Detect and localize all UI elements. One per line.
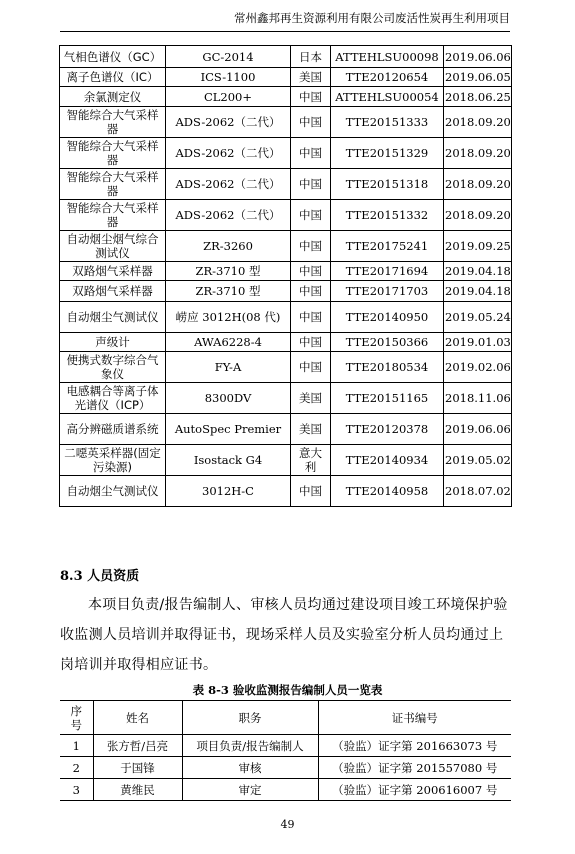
calibration-date: 2019.09.25	[444, 231, 512, 262]
table-row	[60, 87, 512, 107]
header-position: 职务	[182, 701, 318, 735]
serial-number: TTE20140934	[331, 445, 444, 476]
table-row	[60, 231, 512, 262]
header-name: 姓名	[93, 701, 182, 735]
serial-number: TTE20140950	[331, 302, 444, 333]
calibration-date: 2019.06.06	[444, 414, 512, 445]
model: ZR-3260	[166, 231, 291, 262]
calibration-date: 2019.06.06	[444, 46, 512, 68]
table-row	[60, 352, 512, 383]
model: GC-2014	[166, 46, 291, 68]
calibration-date: 2018.11.06	[444, 383, 512, 414]
table-row	[60, 414, 512, 445]
model: AutoSpec Premier	[166, 414, 291, 445]
calibration-date: 2018.09.20	[444, 169, 512, 200]
calibration-date: 2019.05.02	[444, 445, 512, 476]
equipment-name: 智能综合大气采样器	[60, 107, 166, 138]
staff-table	[60, 700, 511, 801]
table-row	[60, 200, 512, 231]
serial-number: ATTEHLSU00054	[331, 87, 444, 107]
table-row	[60, 445, 512, 476]
calibration-date: 2019.01.03	[444, 333, 512, 352]
header-text: 常州鑫邦再生资源利用有限公司废活性炭再生利用项目	[234, 11, 510, 25]
table-row	[60, 262, 512, 281]
table-row	[60, 302, 512, 333]
calibration-date: 2018.06.25	[444, 87, 512, 107]
calibration-date: 2018.09.20	[444, 107, 512, 138]
origin: 中国	[291, 352, 331, 383]
serial-number: ATTEHLSU00098	[331, 46, 444, 68]
origin: 中国	[291, 231, 331, 262]
model: 8300DV	[166, 383, 291, 414]
equipment-name: 便携式数字综合气象仪	[60, 352, 166, 383]
model: ZR-3710 型	[166, 281, 291, 302]
serial-number: TTE20151329	[331, 138, 444, 169]
calibration-date: 2018.09.20	[444, 200, 512, 231]
body-paragraph: 本项目负责/报告编制人、审核人员均通过建设项目竣工环境保护验收监测人员培训并取得证书，现场采样人员及实验室分析人员均通过上岗培训并取得相应证书。	[60, 597, 508, 673]
table-row	[60, 383, 512, 414]
equipment-name: 高分辨磁质谱系统	[60, 414, 166, 445]
calibration-date: 2019.05.24	[444, 302, 512, 333]
equipment-name: 自动烟尘气测试仪	[60, 302, 166, 333]
serial-number: TTE20150366	[331, 333, 444, 352]
equipment-name: 电感耦合等离子体光谱仪（ICP）	[60, 383, 166, 414]
serial-number: TTE20151332	[331, 200, 444, 231]
calibration-date: 2018.07.02	[444, 476, 512, 507]
model: ADS-2062（二代）	[166, 169, 291, 200]
page-header	[60, 10, 510, 32]
serial-number: TTE20140958	[331, 476, 444, 507]
equipment-name: 双路烟气采样器	[60, 281, 166, 302]
origin: 美国	[291, 383, 331, 414]
model: ADS-2062（二代）	[166, 200, 291, 231]
section-title: 8.3 人员资质	[60, 569, 140, 584]
origin: 中国	[291, 333, 331, 352]
origin: 中国	[291, 262, 331, 281]
equipment-name: 自动烟尘烟气综合测试仪	[60, 231, 166, 262]
equipment-name: 智能综合大气采样器	[60, 138, 166, 169]
table-row	[60, 107, 512, 138]
header-seq: 序号	[60, 701, 93, 735]
model: ADS-2062（二代）	[166, 138, 291, 169]
table-row	[60, 476, 512, 507]
model: 3012H-C	[166, 476, 291, 507]
table-row: 3 黄维民 审定 （验监）证字第 200616007 号	[60, 779, 511, 801]
header-cert: 证书编号	[318, 701, 511, 735]
model: ICS-1100	[166, 68, 291, 87]
equipment-name: 自动烟尘气测试仪	[60, 476, 166, 507]
equipment-name: 双路烟气采样器	[60, 262, 166, 281]
origin: 中国	[291, 87, 331, 107]
serial-number: TTE20120654	[331, 68, 444, 87]
table-row	[60, 333, 512, 352]
serial-number: TTE20180534	[331, 352, 444, 383]
calibration-date: 2019.06.05	[444, 68, 512, 87]
table-row: 1 张方哲/吕亮 项目负责/报告编制人 （验监）证字第 201663073 号	[60, 735, 511, 757]
serial-number: TTE20120378	[331, 414, 444, 445]
serial-number: TTE20151333	[331, 107, 444, 138]
equipment-name: 智能综合大气采样器	[60, 169, 166, 200]
equipment-name: 声级计	[60, 333, 166, 352]
table-caption: 表 8-3 验收监测报告编制人员一览表	[192, 683, 383, 697]
model: ZR-3710 型	[166, 262, 291, 281]
origin: 中国	[291, 169, 331, 200]
serial-number: TTE20171703	[331, 281, 444, 302]
origin: 中国	[291, 200, 331, 231]
equipment-name: 智能综合大气采样器	[60, 200, 166, 231]
origin: 日本	[291, 46, 331, 68]
table-row	[60, 138, 512, 169]
table-row: 2 于国锋 审核 （验监）证字第 201557080 号	[60, 757, 511, 779]
model: ADS-2062（二代）	[166, 107, 291, 138]
model: AWA6228-4	[166, 333, 291, 352]
equipment-name: 离子色谱仪（IC）	[60, 68, 166, 87]
table-row	[60, 68, 512, 87]
origin: 意大利	[291, 445, 331, 476]
model: 崂应 3012H(08 代)	[166, 302, 291, 333]
table-row	[60, 46, 512, 68]
origin: 中国	[291, 138, 331, 169]
equipment-name: 气相色谱仪（GC）	[60, 46, 166, 68]
origin: 美国	[291, 68, 331, 87]
calibration-date: 2018.09.20	[444, 138, 512, 169]
page-number: 49	[280, 818, 295, 831]
staff-header-row	[60, 701, 511, 735]
model: Isostack G4	[166, 445, 291, 476]
origin: 中国	[291, 476, 331, 507]
serial-number: TTE20151318	[331, 169, 444, 200]
calibration-date: 2019.04.18	[444, 281, 512, 302]
origin: 中国	[291, 107, 331, 138]
origin: 美国	[291, 414, 331, 445]
table-row	[60, 281, 512, 302]
calibration-date: 2019.02.06	[444, 352, 512, 383]
equipment-table	[59, 45, 512, 507]
equipment-name: 二噁英采样器(固定污染源)	[60, 445, 166, 476]
serial-number: TTE20171694	[331, 262, 444, 281]
equipment-name: 余氯测定仪	[60, 87, 166, 107]
serial-number: TTE20175241	[331, 231, 444, 262]
model: CL200+	[166, 87, 291, 107]
table-row	[60, 169, 512, 200]
origin: 中国	[291, 302, 331, 333]
origin: 中国	[291, 281, 331, 302]
model: FY-A	[166, 352, 291, 383]
serial-number: TTE20151165	[331, 383, 444, 414]
calibration-date: 2019.04.18	[444, 262, 512, 281]
